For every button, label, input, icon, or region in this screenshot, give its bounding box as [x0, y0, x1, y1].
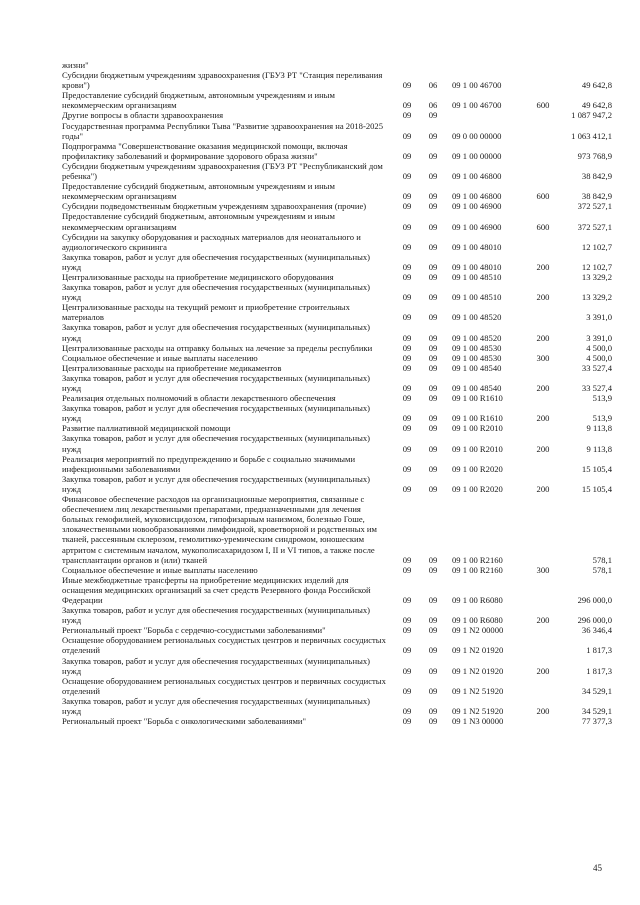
- row-subsection: 09: [428, 292, 438, 303]
- row-section: 09: [402, 130, 412, 141]
- table-row: [62, 353, 612, 363]
- budget-table-body: [62, 60, 612, 726]
- row-target-code: 09 1 00 R1610: [452, 413, 503, 424]
- row-subsection: 09: [428, 201, 438, 212]
- row-name: Закупка товаров, работ и услуг для обеспечения государственных (муниципальных) нужд: [62, 605, 370, 626]
- row-amount: 1 817,3: [586, 645, 612, 656]
- row-name: Подпрограмма "Совершенствование оказания медицинской помощи, включая профилактику заболеваний и формирование здорового образа жизни": [62, 140, 348, 161]
- row-subsection: 09: [428, 554, 438, 565]
- table-row: [62, 201, 612, 211]
- row-target-code: [446, 60, 530, 70]
- row-section: 09: [402, 362, 412, 373]
- row-subsection: 09: [428, 342, 438, 353]
- table-row: [62, 161, 612, 181]
- row-section: 09: [402, 716, 412, 727]
- row-target-code: 09 1 00 48510: [452, 271, 502, 282]
- table-row: [62, 141, 612, 161]
- table-row: [62, 625, 612, 635]
- row-expense-type: 200: [536, 665, 550, 676]
- row-amount: 49 642,8: [581, 80, 612, 91]
- row-section: 09: [402, 413, 412, 424]
- row-subsection: 09: [428, 171, 438, 182]
- table-row: [62, 181, 612, 201]
- row-expense-type: [530, 393, 556, 403]
- row-target-code: 09 1 00 48530: [452, 342, 502, 353]
- row-section: 09: [402, 645, 412, 656]
- table-row: [62, 716, 612, 726]
- budget-document: [62, 60, 612, 727]
- row-subsection: 09: [428, 110, 438, 121]
- row-amount: 4 500,0: [586, 342, 612, 353]
- row-amount: 296 000,0: [577, 615, 612, 626]
- row-name: Закупка товаров, работ и услуг для обеспечения государственных (муниципальных) нужд: [62, 322, 370, 343]
- row-section: 09: [402, 292, 412, 303]
- row-amount: 3 391,0: [586, 332, 612, 343]
- row-section: 09: [402, 443, 412, 454]
- row-subsection: 09: [428, 221, 438, 232]
- row-subsection: 09: [428, 463, 438, 474]
- row-name: Субсидии бюджетным учреждениям здравоохранения (ГБУЗ РТ "Станция переливания крови"): [62, 70, 383, 91]
- table-row: [62, 373, 612, 393]
- row-expense-type: 200: [536, 332, 550, 343]
- row-expense-type: 200: [536, 706, 550, 716]
- table-row: [62, 393, 612, 403]
- row-amount: 38 842,9: [581, 191, 612, 202]
- row-subsection: 09: [428, 332, 438, 343]
- row-section: 09: [402, 564, 412, 575]
- row-name: Оснащение оборудованием региональных сосудистых центров и первичных сосудистых отделений: [62, 675, 386, 696]
- row-amount: 12 102,7: [581, 261, 612, 272]
- row-expense-type: [530, 343, 556, 353]
- row-subsection: 09: [428, 383, 438, 393]
- row-amount: 77 377,3: [581, 716, 612, 727]
- row-name: Закупка товаров, работ и услуг для обеспечения государственных (муниципальных) нужд: [62, 372, 370, 393]
- row-amount: 33 527,4: [581, 362, 612, 373]
- row-section: 09: [402, 342, 412, 353]
- row-amount: 36 346,4: [581, 625, 612, 636]
- row-subsection: [420, 60, 446, 70]
- row-section: 09: [402, 665, 412, 676]
- row-target-code: 09 1 00 00000: [452, 150, 502, 161]
- row-subsection: 09: [428, 443, 438, 454]
- row-section: 09: [402, 261, 412, 272]
- row-expense-type: 300: [536, 352, 550, 363]
- row-amount: 513,9: [592, 413, 612, 424]
- row-target-code: 09 1 00 48510: [452, 292, 502, 303]
- row-section: 09: [402, 201, 412, 212]
- row-target-code: 09 1 00 R6080: [452, 594, 503, 605]
- row-subsection: 09: [428, 241, 438, 252]
- row-target-code: 09 1 00 48540: [452, 383, 502, 393]
- row-target-code: 09 1 N2 01920: [452, 665, 504, 676]
- row-target-code: 09 1 00 R2020: [452, 463, 503, 474]
- row-expense-type: 200: [536, 261, 550, 272]
- row-expense-type: 600: [536, 100, 550, 111]
- row-subsection: 06: [428, 100, 438, 111]
- row-section: 09: [402, 171, 412, 182]
- table-row: [62, 121, 612, 141]
- row-section: 09: [402, 150, 412, 161]
- row-amount: 578,1: [592, 564, 612, 575]
- row-name: Закупка товаров, работ и услуг для обеспечения государственных (муниципальных) нужд: [62, 473, 370, 494]
- row-section: 09: [402, 423, 412, 434]
- row-name: Закупка товаров, работ и услуг для обеспечения государственных (муниципальных) нужд: [62, 655, 370, 676]
- table-row: [62, 656, 612, 676]
- row-amount: 513,9: [592, 393, 612, 404]
- row-expense-type: [530, 121, 556, 141]
- row-target-code: 09 1 00 46800: [452, 191, 502, 202]
- row-name: Другие вопросы в области здравоохранения: [62, 110, 224, 121]
- table-row: [62, 110, 612, 120]
- row-section: 09: [402, 312, 412, 323]
- table-row: [62, 282, 612, 302]
- row-expense-type: [530, 272, 556, 282]
- row-amount: 1 817,3: [586, 665, 612, 676]
- row-name: Социальное обеспечение и иные выплаты населению: [62, 352, 258, 363]
- row-target-code: 09 1 N2 51920: [452, 706, 504, 716]
- row-expense-type: [530, 363, 556, 373]
- row-name: Предоставление субсидий бюджетным, автономным учреждениям и иным некоммерческим организациям: [62, 211, 335, 232]
- table-row: [62, 696, 612, 716]
- row-expense-type: 200: [536, 615, 550, 626]
- row-name: Финансовое обеспечение расходов на организационные мероприятия, связанные с обеспечением лиц лекарственными препаратами, предназначенными для лечения больных гемофилией, муковисцидозом, гипофизарным нанизмом, болезнью Гоше, злокачественными новообразованиями лимфоидной, кроветворной и родственных им тканей, рассеянным склерозом, гемолитико-уремическим синдромом, юношеским артритом с системным началом, мукополисахаридозом I, II и VI типов, а также после трансплантации органов и (или) тканей: [62, 494, 377, 565]
- row-amount: 372 527,1: [577, 201, 612, 212]
- row-subsection: 09: [428, 413, 438, 424]
- table-row: [62, 474, 612, 494]
- row-expense-type: [530, 454, 556, 474]
- row-target-code: 09 1 00 R1610: [452, 393, 503, 404]
- row-subsection: 09: [428, 645, 438, 656]
- row-subsection: 09: [428, 130, 438, 141]
- row-amount: 9 113,8: [586, 423, 612, 434]
- row-target-code: 09 1 00 R2020: [452, 483, 503, 494]
- row-name: Централизованные расходы на отправку больных на лечение за пределы республики: [62, 342, 373, 353]
- row-expense-type: 600: [536, 221, 550, 232]
- row-name: Субсидии на закупку оборудования и расходных материалов для неонатального и аудиологического скрининга: [62, 231, 361, 252]
- row-target-code: 09 1 00 R2010: [452, 423, 503, 434]
- row-amount: 49 642,8: [581, 100, 612, 111]
- row-subsection: 09: [428, 625, 438, 636]
- row-amount: 15 105,4: [581, 483, 612, 494]
- row-name: Социальное обеспечение и иные выплаты населению: [62, 564, 258, 575]
- row-amount: 3 391,0: [586, 312, 612, 323]
- row-subsection: 09: [428, 271, 438, 282]
- row-name: Развитие паллиативной медицинской помощи: [62, 423, 231, 434]
- row-name: Закупка товаров, работ и услуг для обеспечения государственных (муниципальных) нужд: [62, 403, 370, 424]
- row-subsection: 09: [428, 483, 438, 494]
- row-subsection: 09: [428, 564, 438, 575]
- row-expense-type: [530, 494, 556, 565]
- row-amount: 9 113,8: [586, 443, 612, 454]
- table-row: [62, 322, 612, 342]
- row-section: 09: [402, 241, 412, 252]
- row-expense-type: [530, 110, 556, 120]
- table-row: [62, 60, 612, 70]
- row-amount: 296 000,0: [577, 594, 612, 605]
- row-target-code: 09 1 00 48010: [452, 241, 502, 252]
- row-section: 09: [402, 352, 412, 363]
- row-amount: 372 527,1: [577, 221, 612, 232]
- row-name: Централизованные расходы на текущий ремонт и приобретение строительных материалов: [62, 302, 350, 323]
- row-target-code: 09 1 00 R2160: [452, 554, 503, 565]
- row-name: Региональный проект "Борьба с онкологическими заболеваниями": [62, 716, 307, 727]
- row-target-code: 09 1 00 48530: [452, 352, 502, 363]
- row-section: [394, 60, 420, 70]
- budget-table: [62, 60, 612, 726]
- row-target-code: 09 1 00 R2010: [452, 443, 503, 454]
- row-name: Оснащение оборудованием региональных сосудистых центров и первичных сосудистых отделений: [62, 635, 386, 656]
- table-row: [62, 252, 612, 272]
- row-subsection: 09: [428, 423, 438, 434]
- row-target-code: 09 1 N3 00000: [452, 716, 504, 727]
- table-row: [62, 635, 612, 655]
- row-amount: 34 529,1: [581, 706, 612, 716]
- row-subsection: 09: [428, 393, 438, 404]
- row-name: Закупка товаров, работ и услуг для обеспечения государственных (муниципальных) нужд: [62, 695, 370, 716]
- row-amount: 973 768,9: [577, 150, 612, 161]
- row-expense-type: [530, 423, 556, 433]
- table-row: [62, 676, 612, 696]
- row-amount: 15 105,4: [581, 463, 612, 474]
- row-section: 09: [402, 221, 412, 232]
- row-section: 09: [402, 393, 412, 404]
- row-target-code: 09 1 00 R2160: [452, 564, 503, 575]
- row-name: Предоставление субсидий бюджетным, автономным учреждениям и иным некоммерческим организациям: [62, 181, 335, 202]
- row-name: Закупка товаров, работ и услуг для обеспечения государственных (муниципальных) нужд: [62, 433, 370, 454]
- row-expense-type: [530, 201, 556, 211]
- row-subsection: 09: [428, 716, 438, 727]
- row-subsection: 09: [428, 261, 438, 272]
- row-expense-type: 200: [536, 413, 550, 424]
- row-subsection: 09: [428, 665, 438, 676]
- row-section: 09: [402, 625, 412, 636]
- row-subsection: 09: [428, 191, 438, 202]
- row-amount: 38 842,9: [581, 171, 612, 182]
- row-name: Субсидии подведомственным бюджетным учреждениям здравоохранения (прочие): [62, 201, 367, 212]
- row-section: 09: [402, 706, 412, 716]
- row-target-code: 09 1 00 R6080: [452, 615, 503, 626]
- page-number: 45: [593, 863, 602, 873]
- row-section: 09: [402, 554, 412, 565]
- row-target-code: 09 1 00 46900: [452, 201, 502, 212]
- row-expense-type: 200: [536, 443, 550, 454]
- row-target-code: 09 1 00 48520: [452, 332, 502, 343]
- row-expense-type: [530, 302, 556, 322]
- row-amount: 578,1: [592, 554, 612, 565]
- row-amount: 33 527,4: [581, 383, 612, 393]
- row-expense-type: [530, 635, 556, 655]
- table-row: [62, 232, 612, 252]
- row-section: 09: [402, 80, 412, 91]
- row-subsection: 09: [428, 615, 438, 626]
- row-section: 09: [402, 685, 412, 696]
- row-expense-type: [530, 141, 556, 161]
- row-section: 09: [402, 615, 412, 626]
- row-section: 09: [402, 100, 412, 111]
- row-name: Закупка товаров, работ и услуг для обеспечения государственных (муниципальных) нужд: [62, 282, 370, 303]
- table-row: [62, 302, 612, 322]
- row-target-code: 09 1 N2 01920: [452, 645, 504, 656]
- row-expense-type: [530, 232, 556, 252]
- row-target-code: 09 1 00 48010: [452, 261, 502, 272]
- table-row: [62, 70, 612, 90]
- row-target-code: 09 1 00 46800: [452, 171, 502, 182]
- row-expense-type: [530, 161, 556, 181]
- row-name: Государственная программа Республики Тыва "Развитие здравоохранения на 2018-2025 годы": [62, 120, 384, 141]
- row-expense-type: [530, 60, 556, 70]
- row-expense-type: [530, 575, 556, 605]
- table-row: [62, 363, 612, 373]
- table-row: [62, 605, 612, 625]
- row-section: 09: [402, 383, 412, 393]
- table-row: [62, 575, 612, 605]
- row-subsection: 09: [428, 352, 438, 363]
- table-row: [62, 211, 612, 231]
- row-name: Централизованные расходы на приобретение медицинского оборудования: [62, 271, 334, 282]
- row-target-code: 09 1 00 46700: [452, 80, 502, 91]
- row-section: 09: [402, 271, 412, 282]
- row-amount: 1 087 947,2: [571, 110, 612, 121]
- row-subsection: 09: [428, 150, 438, 161]
- row-section: 09: [402, 483, 412, 494]
- row-subsection: 09: [428, 362, 438, 373]
- row-target-code: 09 1 N2 51920: [452, 685, 504, 696]
- table-row: [62, 343, 612, 353]
- table-row: [62, 565, 612, 575]
- row-section: 09: [402, 463, 412, 474]
- table-row: [62, 423, 612, 433]
- row-target-code: 09 1 00 48540: [452, 362, 502, 373]
- row-section: 09: [402, 191, 412, 202]
- table-row: [62, 403, 612, 423]
- row-name: Иные межбюджетные трансферты на приобретение медицинских изделий для оснащения медицинских организаций за счет средств Резервного фонда Российской Федерации: [62, 574, 371, 605]
- row-amount: 13 329,2: [581, 292, 612, 303]
- row-target-code: [446, 110, 530, 120]
- row-name: Реализация отдельных полномочий в области лекарственного обеспечения: [62, 393, 336, 404]
- row-name: Реализация мероприятий по предупреждению и борьбе с социально значимыми инфекционными заболеваниями: [62, 453, 356, 474]
- row-amount: 1 063 412,1: [571, 130, 612, 141]
- row-name: Субсидии бюджетным учреждениям здравоохранения (ГБУЗ РТ "Республиканский дом ребенка"): [62, 160, 383, 182]
- row-subsection: 09: [428, 312, 438, 323]
- table-row: [62, 494, 612, 565]
- row-subsection: 09: [428, 706, 438, 716]
- row-subsection: 06: [428, 80, 438, 91]
- row-expense-type: [530, 716, 556, 726]
- table-row: [62, 454, 612, 474]
- row-name: жизни": [62, 60, 89, 70]
- row-subsection: 09: [428, 594, 438, 605]
- row-amount: 4 500,0: [586, 352, 612, 363]
- table-row: [62, 433, 612, 453]
- row-name: Региональный проект "Борьба с сердечно-сосудистыми заболеваниями": [62, 625, 326, 636]
- row-expense-type: 300: [536, 564, 550, 575]
- row-target-code: 09 1 00 46900: [452, 221, 502, 232]
- row-section: 09: [402, 332, 412, 343]
- row-target-code: 09 0 00 00000: [452, 130, 502, 141]
- row-expense-type: 200: [536, 483, 550, 494]
- row-expense-type: [530, 625, 556, 635]
- row-amount: 13 329,2: [581, 271, 612, 282]
- row-amount: 12 102,7: [581, 241, 612, 252]
- row-section: 09: [402, 110, 412, 121]
- row-amount: [556, 60, 612, 70]
- row-target-code: 09 1 00 48520: [452, 312, 502, 323]
- row-amount: 34 529,1: [581, 685, 612, 696]
- row-section: 09: [402, 594, 412, 605]
- row-name: Централизованные расходы на приобретение медикаментов: [62, 362, 282, 373]
- row-expense-type: [530, 70, 556, 90]
- row-expense-type: 600: [536, 191, 550, 202]
- table-row: [62, 90, 612, 110]
- row-name: Предоставление субсидий бюджетным, автономным учреждениям и иным некоммерческим организациям: [62, 90, 335, 111]
- row-name: Закупка товаров, работ и услуг для обеспечения государственных (муниципальных) нужд: [62, 251, 370, 272]
- row-expense-type: 200: [536, 383, 550, 393]
- row-target-code: 09 1 00 46700: [452, 100, 502, 111]
- table-row: [62, 272, 612, 282]
- row-target-code: 09 1 N2 00000: [452, 625, 504, 636]
- row-subsection: 09: [428, 685, 438, 696]
- row-expense-type: [530, 676, 556, 696]
- row-expense-type: 200: [536, 292, 550, 303]
